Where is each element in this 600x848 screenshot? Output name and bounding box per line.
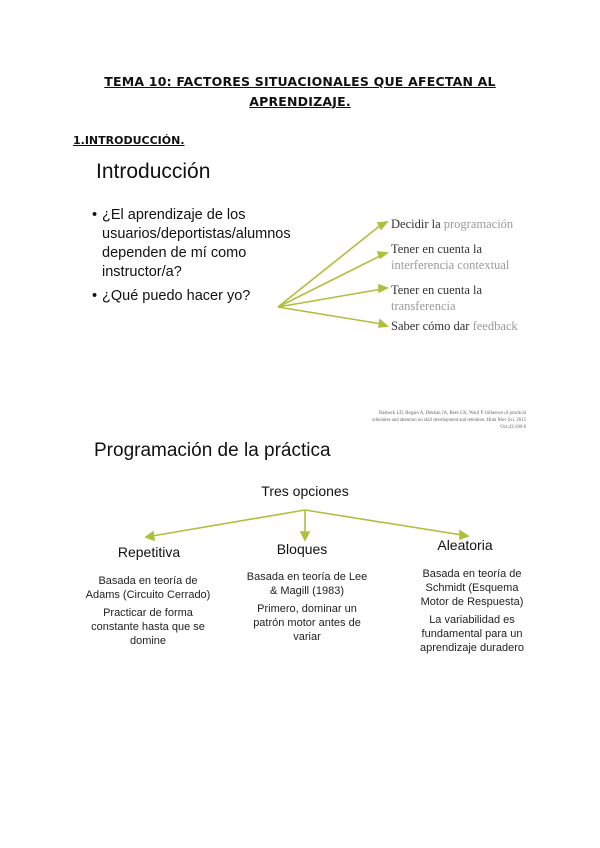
connector-line: [305, 510, 462, 535]
column-paragraph: Basada en teoría de Adams (Circuito Cerrado): [85, 575, 211, 601]
arrowhead-icon: [301, 532, 309, 540]
column-heading-aleatoria: Aleatoria: [437, 537, 493, 553]
bullet-dot-icon: •: [92, 207, 98, 223]
column-paragraph: Primero, dominar un patrón motor antes de variar: [253, 603, 361, 643]
connector-line: [278, 289, 382, 307]
option-highlight: programación: [443, 217, 514, 231]
option-text: Saber cómo dar: [391, 319, 473, 333]
option-feedback: [391, 318, 518, 334]
column-heading-repetitiva: Repetitiva: [117, 544, 181, 560]
option-text: Tener en cuenta la: [391, 242, 483, 256]
column-paragraph: La variabilidad es fundamental para un aprendizaje duradero: [420, 614, 524, 654]
column-text-repetitiva: [84, 574, 212, 652]
option-transferencia: [391, 282, 482, 314]
column-text-bloques: [242, 570, 372, 648]
column-paragraph: Basada en teoría de Lee & Magill (1983): [246, 571, 368, 597]
arrowhead-icon: [378, 222, 387, 229]
slide-programacion: [82, 404, 528, 672]
option-highlight: feedback: [472, 319, 518, 333]
slide-subtitle: Tres opciones: [261, 483, 349, 499]
option-programacion: [391, 216, 513, 232]
bullet-text: ¿Qué puedo hacer yo?: [102, 288, 251, 304]
title-line-1: TEMA 10: FACTORES SITUACIONALES QUE AFECTAN AL: [104, 74, 496, 89]
title-line-2: APRENDIZAJE.: [249, 94, 351, 109]
citation: Rasbeck LD, Regain A, Dekkan JA, Rees CK, Ward P. Influence of practical schedules and attention on skill development and retention. Hum Mov Sci. 2015 Oct;43:100-6: [371, 411, 526, 430]
slide-title: Programación de la práctica: [94, 440, 331, 461]
slide-title: Introducción: [96, 160, 211, 183]
arrowhead-icon: [378, 252, 387, 258]
connector-line: [278, 255, 382, 307]
option-text: Decidir la: [391, 217, 444, 231]
bullet-text: ¿El aprendizaje de los usuarios/deportistas/alumnos dependen de mí como instructor/a?: [102, 207, 291, 280]
arrowhead-icon: [379, 320, 387, 327]
connector-line: [278, 307, 382, 324]
section-heading: 1.INTRODUCCIÓN.: [73, 134, 185, 147]
option-highlight: interferencia contextual: [391, 258, 510, 272]
arrowhead-icon: [146, 532, 154, 540]
slide-introduccion: [82, 152, 528, 362]
option-text: Tener en cuenta la: [391, 283, 483, 297]
bullet-dot-icon: •: [92, 288, 98, 304]
option-interferencia: [391, 241, 509, 273]
connector-line: [152, 510, 305, 536]
arrowhead-icon: [379, 285, 387, 292]
option-highlight: transferencia: [391, 299, 456, 313]
column-heading-bloques: Bloques: [276, 541, 328, 557]
document-title: [60, 72, 540, 112]
column-paragraph: Practicar de forma constante hasta que se domine: [91, 607, 205, 647]
column-paragraph: Basada en teoría de Schmidt (Esquema Motor de Respuesta): [420, 568, 524, 608]
connector-line: [278, 224, 382, 307]
column-text-aleatoria: [416, 567, 528, 659]
